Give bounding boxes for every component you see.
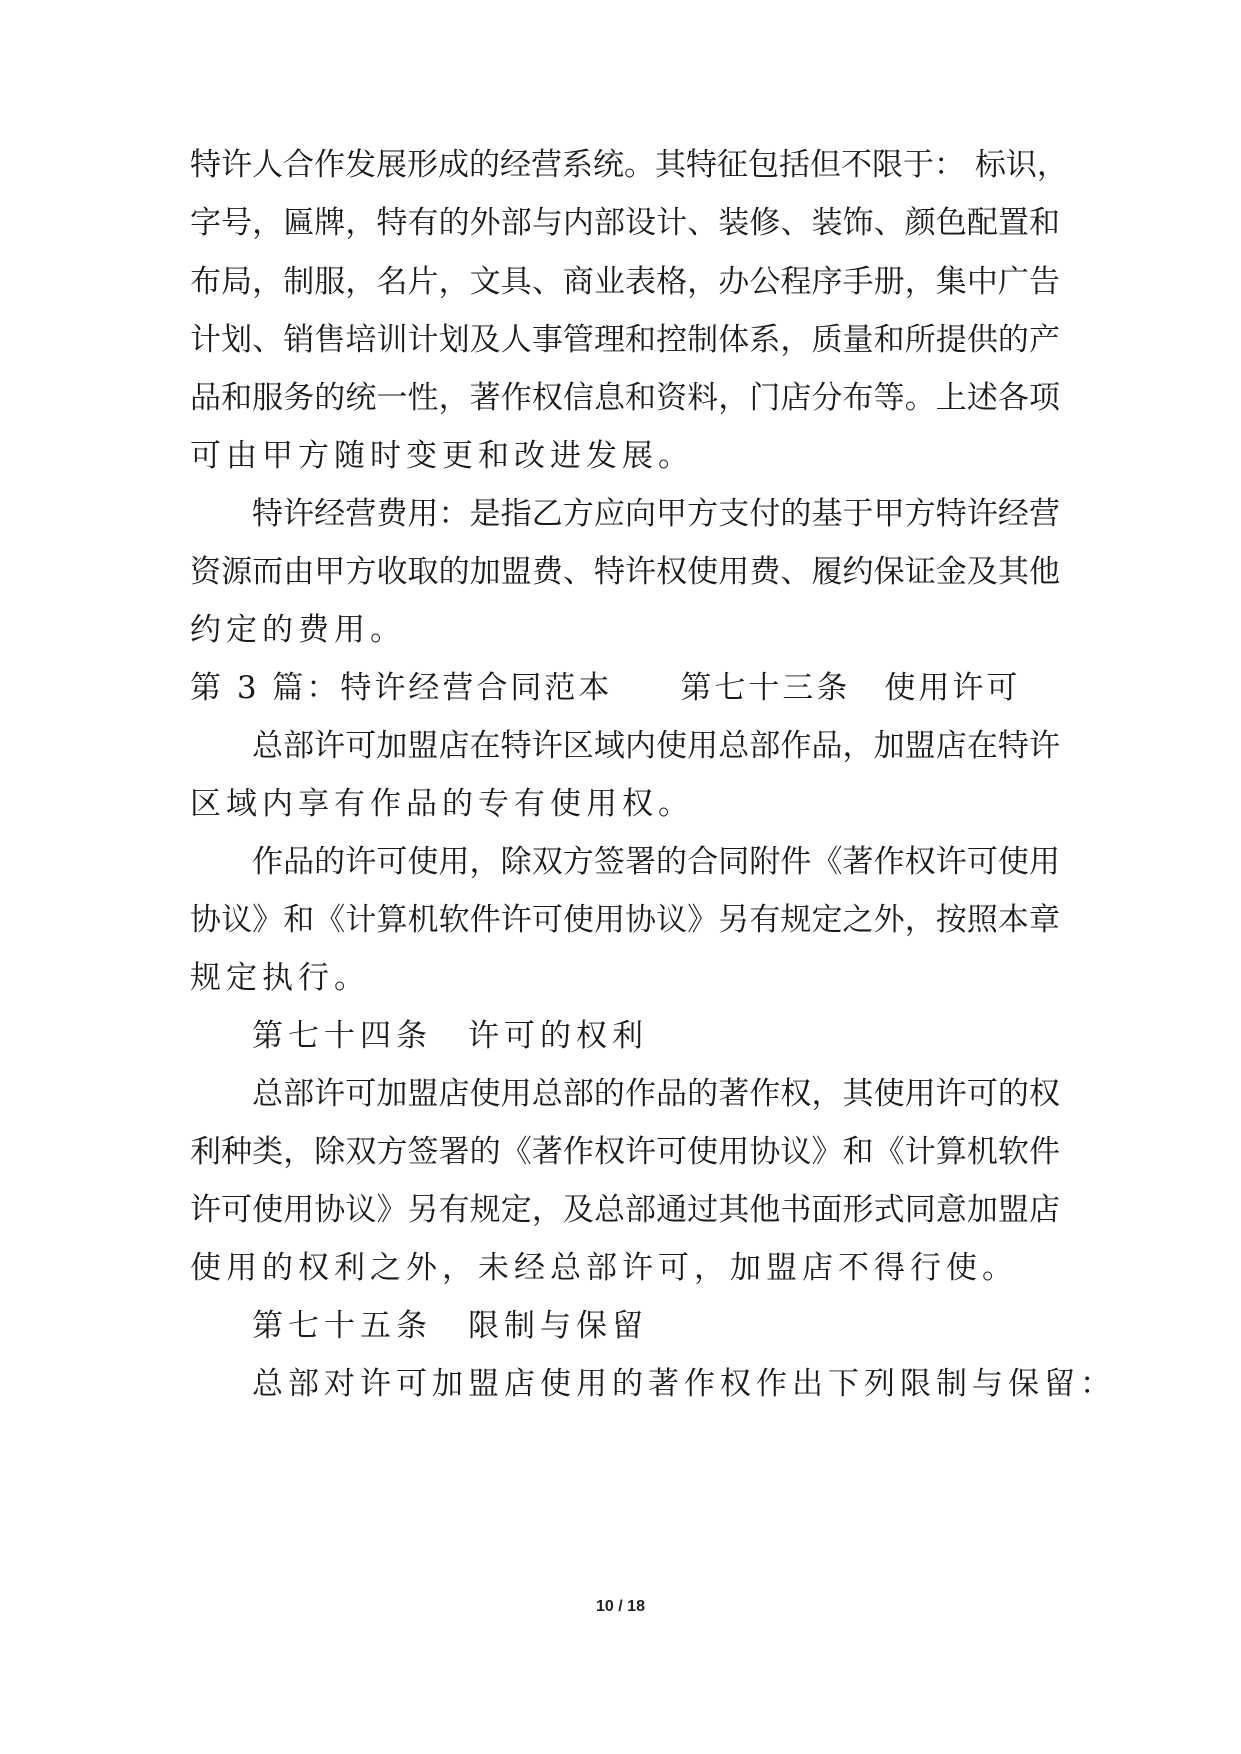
paragraph-line: 区域内享有作品的专有使用权。	[190, 786, 694, 822]
paragraph-line: 资源而由甲方收取的加盟费、特许权使用费、履约保证金及其他	[190, 554, 1060, 590]
paragraph-line: 总部对许可加盟店使用的著作权作出下列限制与保留：	[252, 1366, 1116, 1402]
article-heading: 第七十五条 限制与保留	[252, 1308, 648, 1344]
paragraph-line: 约定的费用。	[190, 612, 406, 648]
paragraph-line: 利种类，除双方签署的《著作权许可使用协议》和《计算机软件	[190, 1134, 1060, 1170]
paragraph-line: 作品的许可使用，除双方签署的合同附件《著作权许可使用	[252, 844, 1060, 880]
section-heading: 第 3 篇：特许经营合同范本 第七十三条 使用许可	[190, 670, 1021, 706]
page-number: 10 / 18	[596, 1598, 645, 1615]
paragraph-line: 许可使用协议》另有规定，及总部通过其他书面形式同意加盟店	[190, 1192, 1060, 1228]
paragraph-line: 字号，匾牌，特有的外部与内部设计、装修、装饰、颜色配置和	[190, 205, 1060, 241]
paragraph-line: 规定执行。	[190, 960, 370, 996]
paragraph-line: 特许经营费用：是指乙方应向甲方支付的基于甲方特许经营	[252, 496, 1060, 532]
paragraph-line: 总部许可加盟店使用总部的作品的著作权，其使用许可的权	[252, 1076, 1060, 1112]
paragraph-line: 计划、销售培训计划及人事管理和控制体系，质量和所提供的产	[190, 322, 1060, 358]
article-heading: 第七十四条 许可的权利	[252, 1018, 648, 1054]
paragraph-line: 使用的权利之外，未经总部许可，加盟店不得行使。	[190, 1250, 1018, 1286]
paragraph-line: 可由甲方随时变更和改进发展。	[190, 438, 694, 474]
paragraph-line: 布局，制服，名片，文具、商业表格，办公程序手册，集中广告	[190, 264, 1060, 300]
paragraph-line: 特许人合作发展形成的经营系统。其特征包括但不限于： 标识，	[190, 147, 1068, 183]
paragraph-line: 总部许可加盟店在特许区域内使用总部作品，加盟店在特许	[252, 728, 1060, 764]
paragraph-line: 品和服务的统一性，著作权信息和资料，门店分布等。上述各项	[190, 380, 1060, 416]
paragraph-line: 协议》和《计算机软件许可使用协议》另有规定之外，按照本章	[190, 902, 1060, 938]
